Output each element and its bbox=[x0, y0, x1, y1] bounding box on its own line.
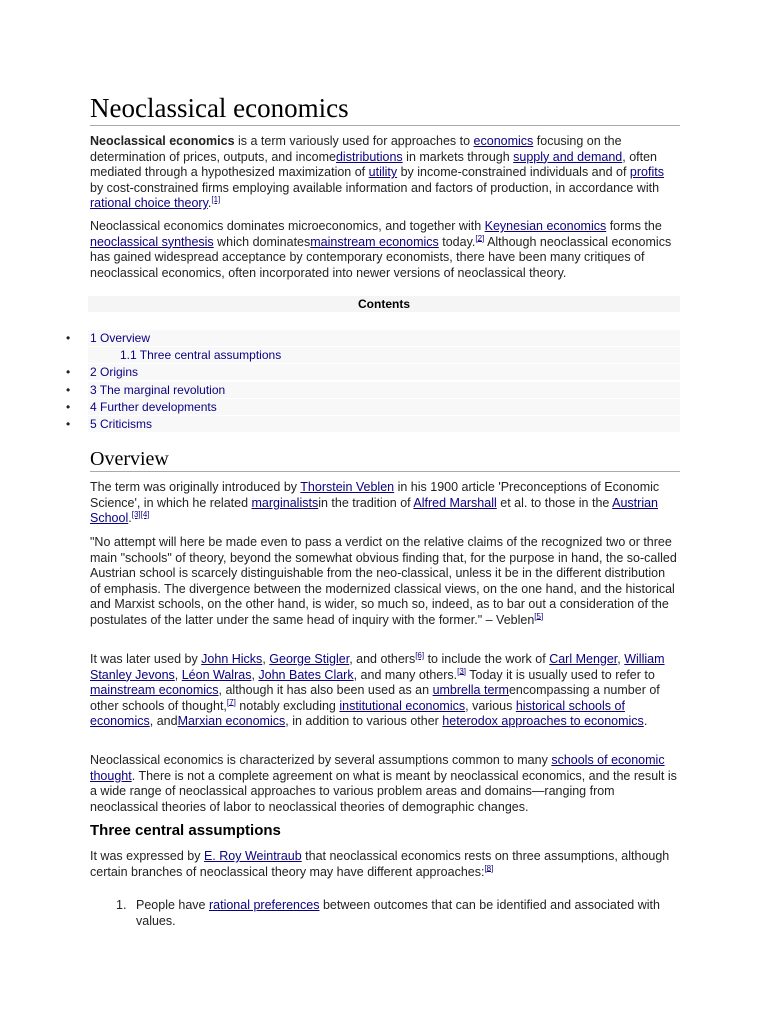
text: focusing on the determination of prices, outputs, and income bbox=[90, 134, 622, 164]
link-schools-of-economic-thought[interactable]: schools of economic thought bbox=[90, 753, 665, 783]
citation-1[interactable] bbox=[211, 195, 220, 204]
text: , various bbox=[465, 698, 516, 713]
text: between outcomes that can be identified and associated with values. bbox=[136, 898, 660, 928]
link-heterodox-economics[interactable]: heterodox approaches to economics bbox=[442, 714, 644, 728]
intro-paragraph-1 bbox=[90, 134, 678, 212]
text: , and bbox=[149, 714, 178, 728]
citation-5[interactable] bbox=[534, 611, 543, 620]
section-heading-overview: Overview bbox=[90, 447, 680, 472]
link-neoclassical-synthesis[interactable]: neoclassical synthesis bbox=[90, 234, 214, 249]
link-marginalists[interactable]: marginalists bbox=[251, 495, 319, 510]
citation-link[interactable]: [5] bbox=[534, 611, 544, 621]
text: Today it is usually used to refer to bbox=[466, 667, 655, 682]
link-austrian-school[interactable]: Austrian School bbox=[90, 495, 658, 525]
citation-4[interactable] bbox=[141, 510, 150, 519]
text: encompassing a number of other schools of thought, bbox=[90, 683, 660, 713]
text: It was expressed by bbox=[90, 849, 204, 863]
citation-8[interactable] bbox=[484, 863, 493, 872]
text: forms the bbox=[606, 219, 662, 233]
toc-item-criticisms bbox=[88, 416, 680, 432]
link-rational-choice-theory[interactable]: rational choice theory bbox=[90, 196, 208, 210]
link-marxian-economics[interactable]: Marxian economics bbox=[177, 714, 286, 728]
citation-2[interactable] bbox=[475, 233, 484, 242]
citation-6[interactable] bbox=[415, 651, 424, 660]
text: by cost-constrained firms employing available information and factors of production, in accordance with bbox=[90, 180, 660, 195]
link-distributions[interactable]: distributions bbox=[335, 149, 403, 164]
text: , and others bbox=[349, 652, 416, 666]
subsection-heading-three-central-assumptions: Three central assumptions bbox=[90, 822, 281, 839]
text: , often mediated through a hypothesized maximization of bbox=[90, 149, 658, 179]
text: . There is not a complete agreement on what is meant by neoclassical economics, and the result is a wide range of neoclassical approaches to various problem areas and domains—ranging from neoclassical theories of labor to neoclassical theories of demographic changes. bbox=[90, 768, 677, 814]
link-rational-preferences[interactable]: rational preferences bbox=[208, 898, 320, 912]
veblen-quote bbox=[90, 535, 678, 628]
text: Neoclassical economics dominates microeconomics, and together with bbox=[90, 219, 485, 233]
text: Neoclassical economics is characterized by several assumptions common to many bbox=[90, 753, 552, 767]
citation-link[interactable]: [6] bbox=[415, 650, 425, 660]
link-institutional-economics[interactable]: institutional economics bbox=[339, 698, 466, 713]
link-thorstein-veblen[interactable]: Thorstein Veblen bbox=[300, 480, 395, 494]
toc-item-three-central-assumptions bbox=[88, 347, 680, 363]
text: , bbox=[617, 652, 625, 666]
overview-paragraph-1 bbox=[90, 480, 678, 527]
link-utility[interactable]: utility bbox=[368, 165, 398, 179]
list-number: 1. bbox=[116, 898, 127, 912]
overview-paragraph-3 bbox=[90, 753, 678, 815]
toc-bullet: • bbox=[66, 417, 71, 431]
citation-3b[interactable] bbox=[457, 666, 466, 675]
text: , although it has also been used as an bbox=[218, 683, 433, 697]
toc-link-origins[interactable]: 2 Origins bbox=[90, 365, 139, 379]
text: People have bbox=[136, 898, 209, 912]
link-keynesian-economics[interactable]: Keynesian economics bbox=[484, 219, 607, 233]
citation-link[interactable]: [1] bbox=[211, 194, 221, 204]
page-title: Neoclassical economics bbox=[90, 92, 680, 126]
citation-3[interactable] bbox=[132, 510, 141, 519]
link-supply-and-demand[interactable]: supply and demand bbox=[513, 149, 623, 164]
text: Although neoclassical economics has gained widespread acceptance by contemporary economists, there have been many critiques of neoclassical economics, often incorporated into newer versions of neoclassical theory. bbox=[90, 234, 672, 280]
citation-link[interactable]: [2] bbox=[475, 233, 485, 243]
text: today. bbox=[438, 234, 476, 249]
link-john-hicks[interactable]: John Hicks bbox=[201, 652, 263, 666]
text: et al. to those in the bbox=[496, 495, 613, 510]
text: , and many others. bbox=[353, 667, 458, 682]
toc-bullet: • bbox=[66, 365, 71, 379]
link-john-bates-clark[interactable]: John Bates Clark bbox=[258, 667, 354, 682]
text: , bbox=[174, 667, 182, 682]
text: , bbox=[262, 652, 270, 666]
text: "No attempt will here be made even to pass a verdict on the relative claims of the recognized two or three main "schools" of theory, beyond the somewhat obvious finding that, for the purpose in hand, the so-called Austrian school is scarcely distinguishable from the neo-classical, unless it be in the different distribution of emphasis. The divergence between the modernized classical views, on the one hand, and the historical and Marxist schools, on the other hand, is wider, so much so, indeed, as to bar out a consideration of the postulates of the latter under the same head of inquiry with the former." – Veblen bbox=[90, 535, 677, 627]
text: in his 1900 article 'Preconceptions of Economic Science', in which he related bbox=[90, 480, 660, 510]
toc-item-marginal-revolution bbox=[88, 382, 680, 398]
toc-link-further-developments[interactable]: 4 Further developments bbox=[90, 400, 217, 414]
toc-bullet: • bbox=[66, 383, 71, 397]
toc-bullet: • bbox=[66, 331, 71, 345]
toc-link-criticisms[interactable]: 5 Criticisms bbox=[90, 417, 152, 431]
text: The term was originally introduced by bbox=[90, 480, 301, 494]
link-e-roy-weintraub[interactable]: E. Roy Weintraub bbox=[203, 849, 302, 863]
citation-link[interactable]: [3] bbox=[131, 509, 141, 519]
toc-title: Contents bbox=[88, 296, 680, 312]
intro-bold-term: Neoclassical economics bbox=[90, 134, 235, 148]
toc-item-origins bbox=[88, 364, 680, 380]
toc-bullet: • bbox=[66, 400, 71, 414]
text: . bbox=[207, 196, 212, 210]
list-item-text bbox=[116, 898, 676, 929]
link-william-stanley-jevons[interactable]: William Stanley Jevons bbox=[90, 652, 665, 682]
text: , in addition to various other bbox=[285, 714, 443, 728]
link-umbrella-term[interactable]: umbrella term bbox=[432, 683, 509, 697]
link-mainstream-economics[interactable]: mainstream economics bbox=[310, 234, 439, 249]
text: by income-constrained individuals and of bbox=[397, 165, 630, 179]
intro-paragraph-2 bbox=[90, 219, 678, 281]
link-economics[interactable]: economics bbox=[473, 134, 534, 148]
citation-link[interactable]: [8] bbox=[484, 863, 494, 873]
text: It was later used by bbox=[90, 652, 202, 666]
overview-paragraph-2 bbox=[90, 652, 678, 730]
link-mainstream-economics[interactable]: mainstream economics bbox=[90, 683, 219, 697]
link-alfred-marshall[interactable]: Alfred Marshall bbox=[413, 495, 497, 510]
link-george-stigler[interactable]: George Stigler bbox=[269, 652, 350, 666]
text: , bbox=[251, 667, 259, 682]
text: . bbox=[128, 511, 132, 525]
text: in the tradition of bbox=[318, 495, 414, 510]
text: notably excluding bbox=[235, 698, 340, 713]
toc-link-marginal-revolution[interactable]: 3 The marginal revolution bbox=[90, 383, 226, 397]
toc-link-three-central-assumptions[interactable]: 1.1 Three central assumptions bbox=[120, 348, 282, 362]
citation-link[interactable]: [3] bbox=[457, 666, 467, 676]
citation-7[interactable] bbox=[227, 697, 236, 706]
text: is a term variously used for approaches to bbox=[234, 134, 474, 148]
assumptions-paragraph bbox=[90, 849, 678, 880]
citation-link[interactable]: [7] bbox=[226, 697, 236, 707]
toc-link-overview[interactable]: 1 Overview bbox=[90, 331, 151, 345]
text: . bbox=[643, 714, 648, 728]
link-profits[interactable]: profits bbox=[629, 165, 664, 179]
citation-link[interactable]: [4] bbox=[140, 509, 150, 519]
toc-item-further-developments bbox=[88, 399, 680, 415]
text: in markets through bbox=[402, 149, 514, 164]
toc-item-overview bbox=[88, 330, 680, 346]
link-historical-schools[interactable]: historical schools of economics bbox=[90, 698, 625, 728]
text: which dominates bbox=[213, 234, 311, 249]
assumption-list-item-1 bbox=[116, 898, 676, 929]
text: to include the work of bbox=[424, 652, 550, 666]
link-carl-menger[interactable]: Carl Menger bbox=[549, 652, 618, 666]
text: that neoclassical economics rests on three assumptions, although certain branches of neoclassical theory may have different approaches: bbox=[90, 849, 670, 879]
link-leon-walras[interactable]: Léon Walras bbox=[181, 667, 252, 682]
